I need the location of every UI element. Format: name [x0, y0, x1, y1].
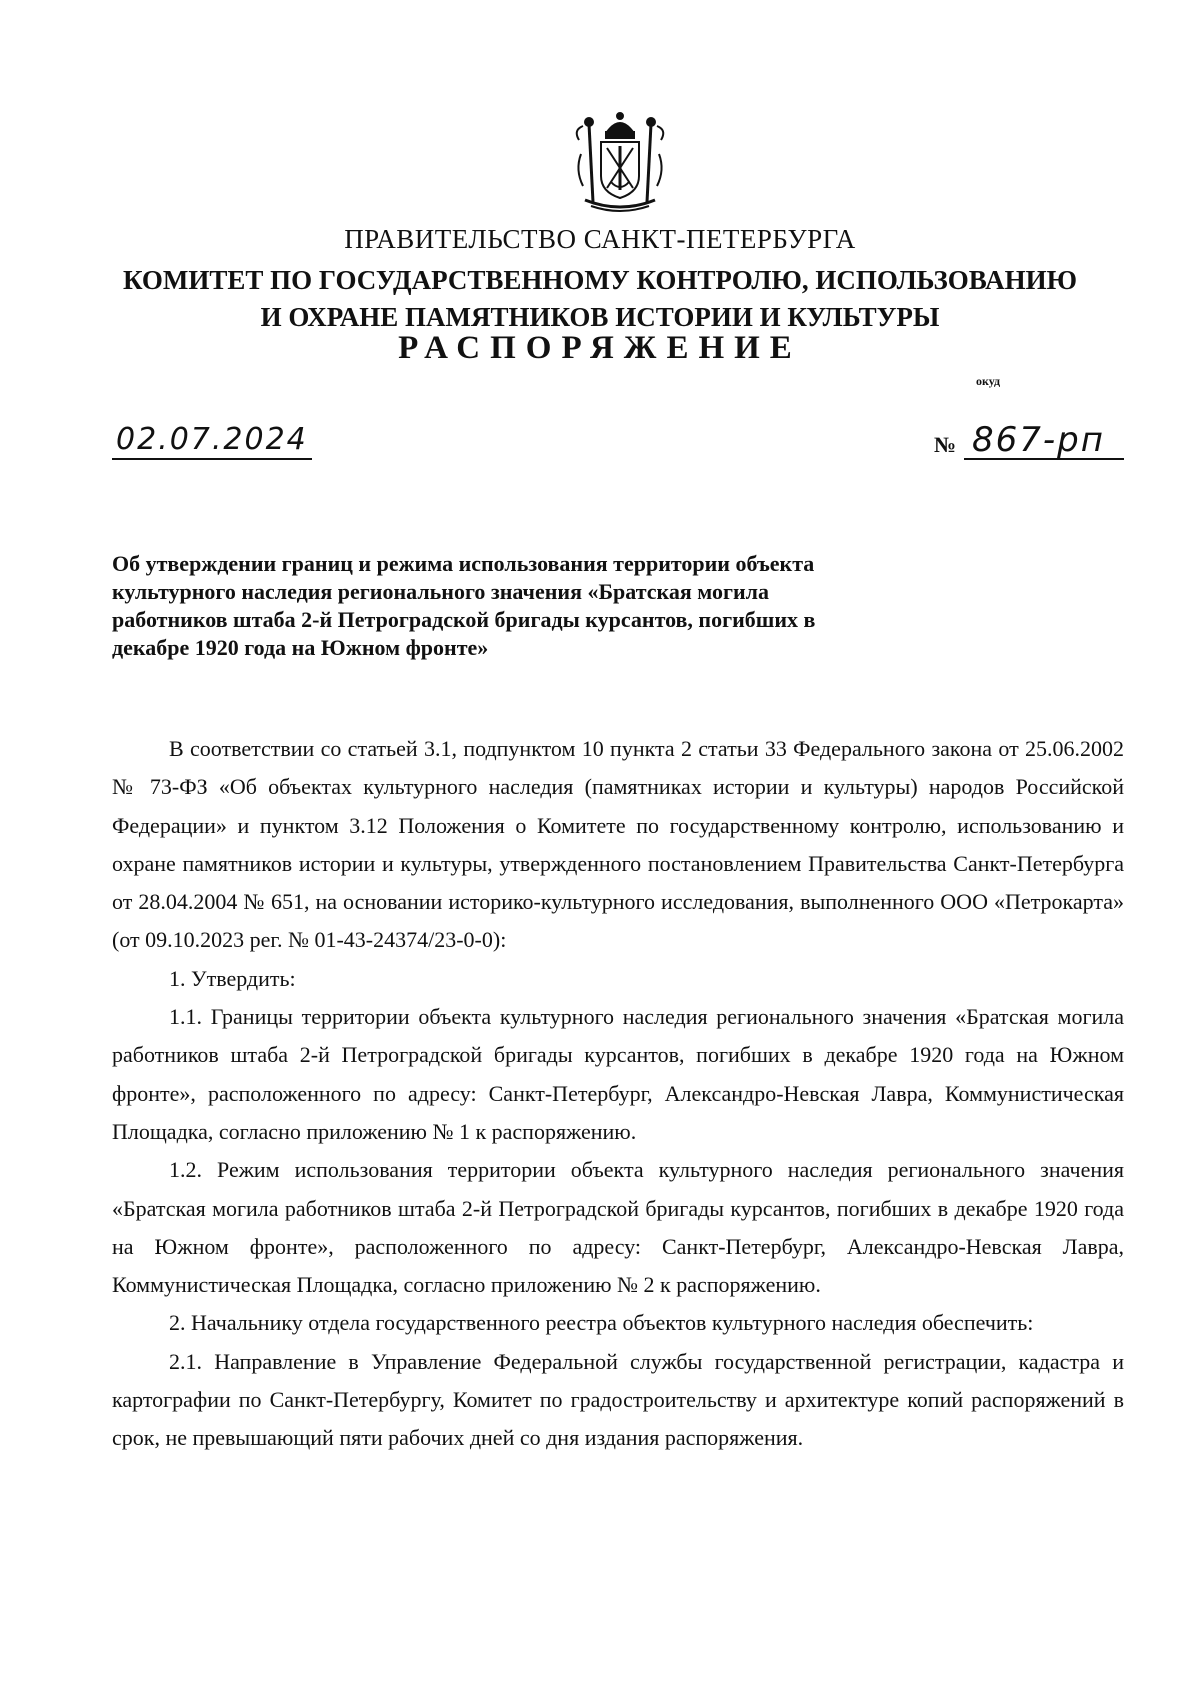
number-underline [964, 458, 1124, 460]
document-number: 867-рп [972, 420, 1105, 460]
clause-2: 2. Начальнику отдела государственного реестра объектов культурного наследия обеспечить: [169, 1310, 1034, 1336]
okud-label: окуд [976, 374, 1001, 388]
committee-name [0, 262, 1200, 336]
document-body [112, 730, 1124, 1458]
document-date: 02.07.2024 [112, 422, 312, 460]
clause-1-1: 1.1. Границы территории объекта культурного наследия регионального значения «Братская могила работников штаба 2-й Петроградской бригады курсантов, погибших в декабре 1920 года на Южном фронте», расположенного по адресу: Санкт-Петербург, Александро-Невская Лавра, Коммунистическая Площадка, согласно приложению № 1 к распоряжению. [112, 1004, 1124, 1144]
preamble-paragraph: В соответствии со статьей 3.1, подпунктом 10 пункта 2 статьи 33 Федерального закона от 25.06.2002 № 73-ФЗ «Об объектах культурного наследия (памятниках истории и культуры) народов Российской Федерации» и пунктом 3.12 Положения о Комитете по государственному контролю, использованию и охране памятников истории и культуры, утвержденного постановлением Правительства Санкт-Петербурга от 28.04.2004 № 651, на основании историко-культурного исследования, выполненного ООО «Петрокарта» (от 09.10.2023 рег. № 01-43-24374/23-0-0): [112, 736, 1124, 953]
government-name: ПРАВИТЕЛЬСТВО САНКТ-ПЕТЕРБУРГА [344, 224, 856, 254]
document-subject: Об утверждении границ и режима использования территории объекта культурного наследия регионального значения «Братская могила работников штаба 2-й Петроградской бригады курсантов, погибших в декабре 1920 года на Южном фронте» [112, 551, 816, 660]
number-sign: № [934, 432, 957, 457]
committee-name-line-2: И ОХРАНЕ ПАМЯТНИКОВ ИСТОРИИ И КУЛЬТУРЫ [260, 302, 940, 332]
clause-1-2: 1.2. Режим использования территории объекта культурного наследия регионального значения «Братская могила работников штаба 2-й Петроградской бригады курсантов, погибших в декабре 1920 года на Южном фронте», расположенного по адресу: Санкт-Петербург, Александро-Невская Лавра, Коммунистическая Площадка, согласно приложению № 2 к распоряжению. [112, 1157, 1124, 1298]
coat-of-arms-icon [571, 110, 669, 215]
clause-2-1: 2.1. Направление в Управление Федеральной службы государственной регистрации, кадастра и картографии по Санкт-Петербургу, Комитет по градостроительству и архитектуре копий распоряжений в срок, не превышающий пяти рабочих дней со дня издания распоряжения. [112, 1348, 1124, 1451]
committee-name-line-1: КОМИТЕТ ПО ГОСУДАРСТВЕННОМУ КОНТРОЛЮ, ИСПОЛЬЗОВАНИЮ [123, 265, 1077, 295]
document-type: РАСПОРЯЖЕНИЕ [398, 330, 802, 366]
clause-1: 1. Утвердить: [169, 965, 296, 991]
document-number-block [934, 418, 1124, 460]
